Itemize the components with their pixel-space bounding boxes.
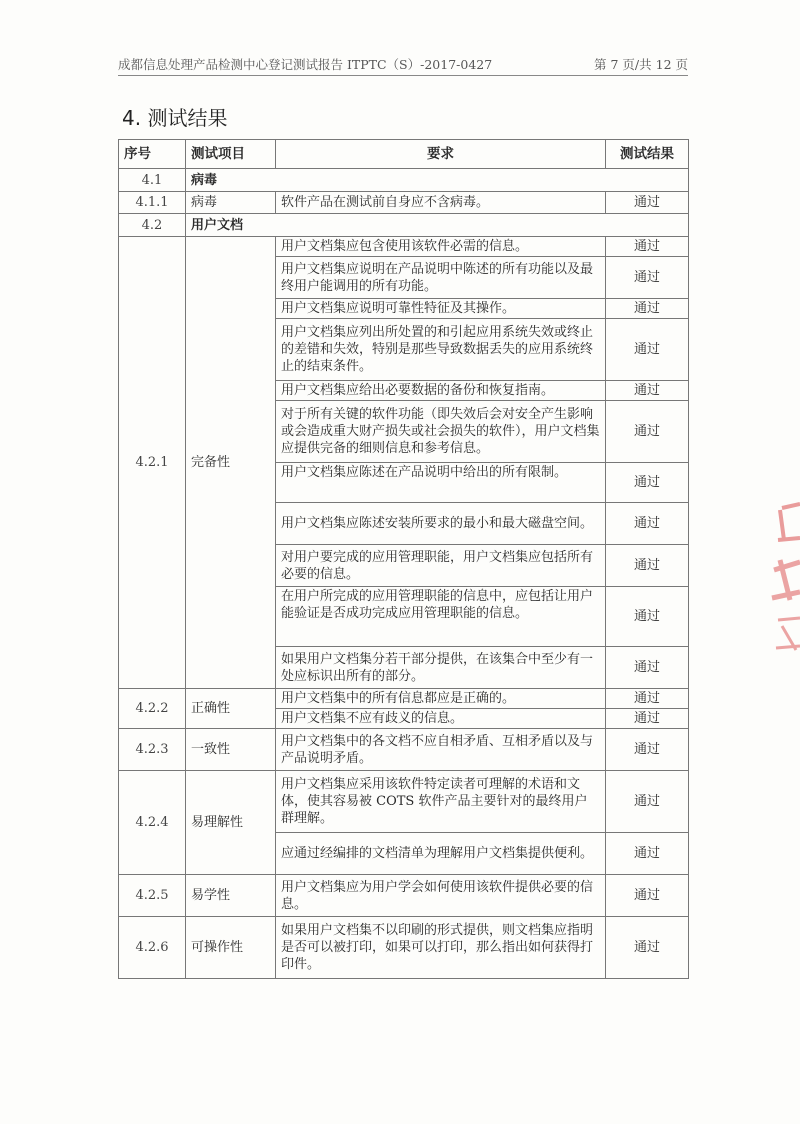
row-result: 通过 [606, 709, 689, 729]
row-requirement: 在用户所完成的应用管理职能的信息中，应包括让用户能验证是否成功完成应用管理职能的信息。 [276, 587, 606, 647]
row-requirement: 对用户要完成的应用管理职能，用户文档集应包括所有必要的信息。 [276, 545, 606, 587]
row-item: 易理解性 [186, 771, 276, 875]
row-requirement: 用户文档集应采用该软件特定读者可理解的术语和文体，使其容易被 COTS 软件产品主要针对的最终用户群理解。 [276, 771, 606, 833]
section-row [119, 169, 689, 192]
row-item: 一致性 [186, 729, 276, 771]
page-header [118, 55, 688, 75]
row-no: 4.2 [119, 214, 186, 237]
row-requirement: 用户文档集中的所有信息都应是正确的。 [276, 689, 606, 709]
row-result: 通过 [606, 463, 689, 503]
row-item: 可操作性 [186, 917, 276, 979]
row-no: 4.1.1 [119, 192, 186, 214]
row-requirement: 对于所有关键的软件功能（即失效后会对安全产生影响或会造成重大财产损失或社会损失的软件），用户文档集应提供完备的细则信息和参考信息。 [276, 401, 606, 463]
row-requirement: 用户文档集应陈述在产品说明中给出的所有限制。 [276, 463, 606, 503]
table-row [119, 689, 689, 709]
row-result: 通过 [606, 192, 689, 214]
row-requirement: 如果用户文档集不以印刷的形式提供，则文档集应指明是否可以被打印，如果可以打印，那么指出如何获得打印件。 [276, 917, 606, 979]
row-requirement: 用户文档集应列出所处置的和引起应用系统失效或终止的差错和失效，特别是那些导致数据丢失的应用系统终止的结束条件。 [276, 319, 606, 381]
table-row [119, 771, 689, 833]
header-item: 测试项目 [186, 140, 276, 169]
row-item: 易学性 [186, 875, 276, 917]
row-requirement: 应通过经编排的文档清单为理解用户文档集提供便利。 [276, 833, 606, 875]
row-result: 通过 [606, 729, 689, 771]
header-no: 序号 [119, 140, 186, 169]
row-item: 病毒 [186, 192, 276, 214]
row-no: 4.2.4 [119, 771, 186, 875]
test-results-table [118, 139, 689, 979]
row-result: 通过 [606, 319, 689, 381]
row-result: 通过 [606, 237, 689, 257]
table-row [119, 875, 689, 917]
row-result: 通过 [606, 401, 689, 463]
section-row [119, 214, 689, 237]
row-no: 4.2.1 [119, 237, 186, 689]
header-result: 测试结果 [606, 140, 689, 169]
header-divider [118, 75, 688, 76]
row-requirement: 软件产品在测试前自身应不含病毒。 [276, 192, 606, 214]
row-requirement: 用户文档集应给出必要数据的备份和恢复指南。 [276, 381, 606, 401]
row-result: 通过 [606, 833, 689, 875]
row-item: 完备性 [186, 237, 276, 689]
row-result: 通过 [606, 771, 689, 833]
section-title: 4. 测试结果 [122, 106, 228, 130]
row-requirement: 用户文档集应包含使用该软件必需的信息。 [276, 237, 606, 257]
row-result: 通过 [606, 545, 689, 587]
seal-stamp-icon [760, 500, 800, 660]
row-result: 通过 [606, 381, 689, 401]
section-label: 病毒 [186, 169, 689, 192]
table-row [119, 917, 689, 979]
row-no: 4.1 [119, 169, 186, 192]
row-result: 通过 [606, 257, 689, 299]
section-label: 用户文档 [186, 214, 689, 237]
row-requirement: 用户文档集应陈述安装所要求的最小和最大磁盘空间。 [276, 503, 606, 545]
row-result: 通过 [606, 917, 689, 979]
row-no: 4.2.5 [119, 875, 186, 917]
row-result: 通过 [606, 689, 689, 709]
row-no: 4.2.2 [119, 689, 186, 729]
row-no: 4.2.3 [119, 729, 186, 771]
row-requirement: 用户文档集中的各文档不应自相矛盾、互相矛盾以及与产品说明矛盾。 [276, 729, 606, 771]
report-id: 成都信息处理产品检测中心登记测试报告 ITPTC（S）-2017-0427 [118, 57, 493, 72]
row-requirement: 用户文档集应说明可靠性特征及其操作。 [276, 299, 606, 319]
row-result: 通过 [606, 503, 689, 545]
table-header-row [119, 140, 689, 169]
row-no: 4.2.6 [119, 917, 186, 979]
row-result: 通过 [606, 299, 689, 319]
row-item: 正确性 [186, 689, 276, 729]
row-requirement: 用户文档集不应有歧义的信息。 [276, 709, 606, 729]
row-result: 通过 [606, 587, 689, 647]
row-requirement: 如果用户文档集分若干部分提供，在该集合中至少有一处应标识出所有的部分。 [276, 647, 606, 689]
table-row [119, 192, 689, 214]
header-requirement: 要求 [276, 140, 606, 169]
row-requirement: 用户文档集应说明在产品说明中陈述的所有功能以及最终用户能调用的所有功能。 [276, 257, 606, 299]
row-result: 通过 [606, 875, 689, 917]
page-number: 第 7 页/共 12 页 [594, 57, 688, 72]
row-requirement: 用户文档集应为用户学会如何使用该软件提供必要的信息。 [276, 875, 606, 917]
table-row [119, 729, 689, 771]
table-row [119, 237, 689, 257]
row-result: 通过 [606, 647, 689, 689]
